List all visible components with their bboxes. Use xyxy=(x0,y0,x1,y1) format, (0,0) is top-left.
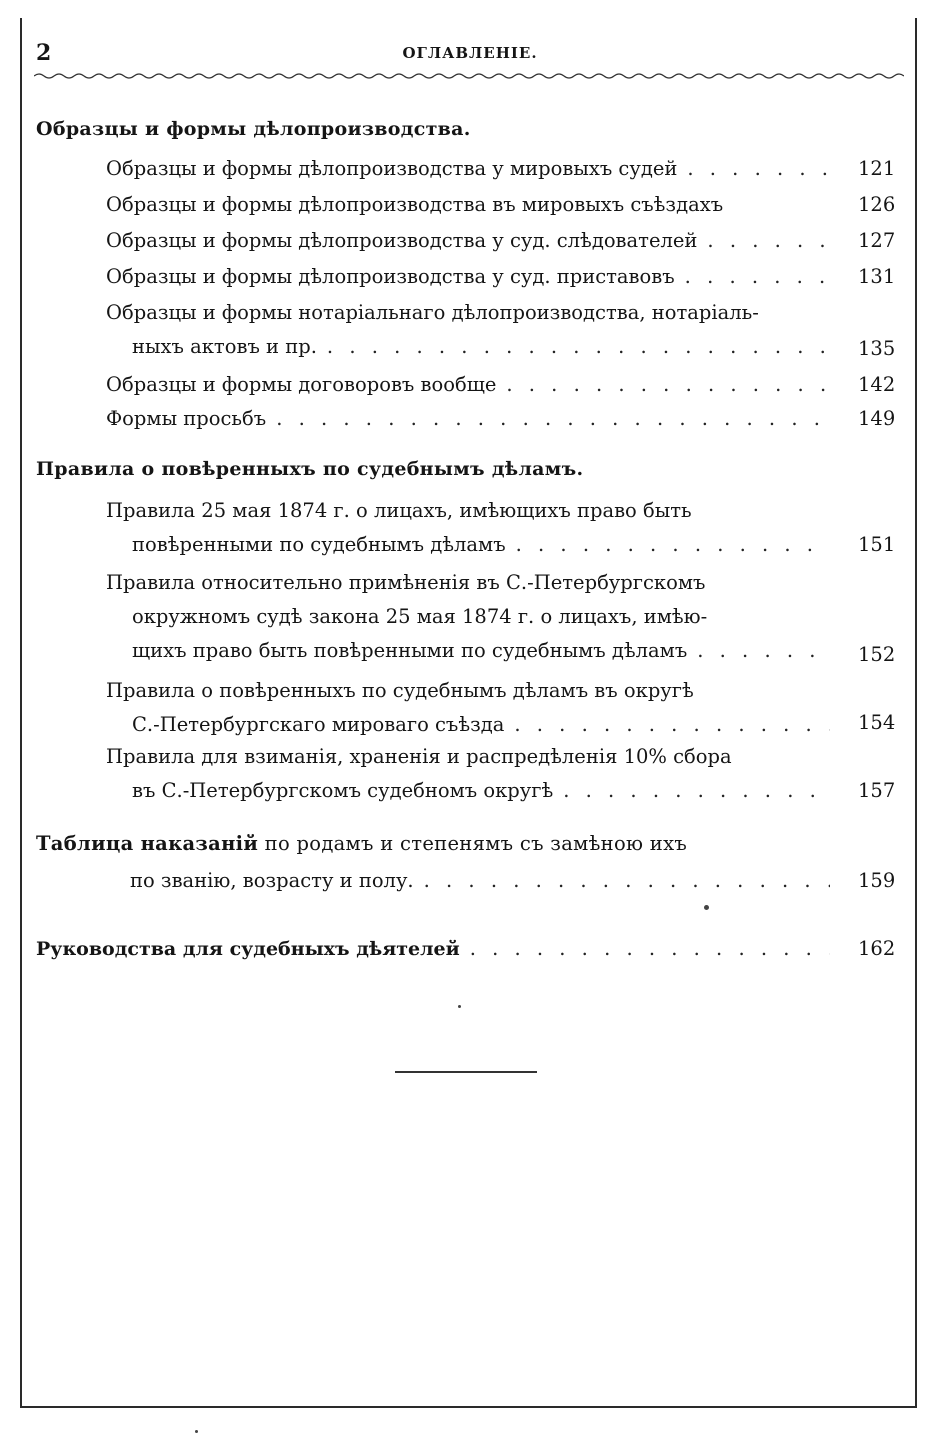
toc-page-number: 142 xyxy=(858,373,896,396)
leader-dots xyxy=(317,330,830,364)
toc-entry-text: по званію, возрасту и полу. xyxy=(130,869,414,892)
toc-entry-punishments[interactable] xyxy=(36,832,830,855)
toc-entry-text: ныхъ актовъ и пр. xyxy=(132,335,317,358)
toc-entry-continuation xyxy=(130,864,830,898)
leader-dots xyxy=(506,528,830,562)
header-ornament-rule xyxy=(34,72,904,80)
toc-entry-text: повѣренными по судебнымъ дѣламъ xyxy=(132,533,506,556)
toc-page-number: 152 xyxy=(858,643,896,666)
toc-entry-text: Правила для взиманія, храненія и распредѣленія 10% сбора xyxy=(106,745,732,768)
print-speck xyxy=(704,905,709,910)
toc-entry[interactable] xyxy=(106,296,830,364)
toc-entry[interactable] xyxy=(106,402,830,436)
toc-entry[interactable] xyxy=(106,494,830,562)
leader-dots xyxy=(504,708,830,742)
entry-bold-title: Таблица наказаній xyxy=(36,832,259,855)
toc-entry-text: Образцы и формы дѣлопроизводства у суд. приставовъ xyxy=(106,265,675,288)
toc-entry-text: Образцы и формы нотаріальнаго дѣлопроизводства, нотаріаль- xyxy=(106,301,759,324)
toc-entry-text: Образцы и формы дѣлопроизводства у мировыхъ судей xyxy=(106,157,678,180)
toc-entry[interactable] xyxy=(106,224,830,258)
leader-dots xyxy=(414,864,830,898)
leader-dots xyxy=(496,368,830,402)
leader-dots xyxy=(460,932,830,966)
section-title-attorneys: Правила о повѣренныхъ по судебнымъ дѣламъ. xyxy=(36,458,584,480)
toc-page-number: 149 xyxy=(858,407,896,430)
toc-page-number: 127 xyxy=(858,229,896,252)
toc-entry-text: Образцы и формы дѣлопроизводства у суд. слѣдователей xyxy=(106,229,698,252)
toc-entry-text: Правила 25 мая 1874 г. о лицахъ, имѣющихъ право быть xyxy=(106,499,692,522)
toc-entry-text: по родамъ и степенямъ съ замѣною ихъ xyxy=(264,832,688,855)
toc-page-number: 162 xyxy=(858,937,896,960)
toc-entry[interactable] xyxy=(106,740,830,808)
toc-page-number: 159 xyxy=(858,869,896,892)
closing-rule xyxy=(395,1071,537,1073)
section-title-forms: Образцы и формы дѣлопроизводства. xyxy=(36,118,471,140)
leader-dots xyxy=(675,260,830,294)
toc-entry[interactable] xyxy=(106,188,830,222)
toc-entry-text: С.-Петербургскаго мироваго съѣзда xyxy=(132,713,505,736)
toc-entry-text: Правила о повѣренныхъ по судебнымъ дѣламъ въ округѣ xyxy=(106,679,694,702)
toc-page-number: 126 xyxy=(858,193,896,216)
toc-entry-text: щихъ право быть повѣренными по судебнымъ дѣламъ xyxy=(132,639,688,662)
toc-entry[interactable] xyxy=(106,260,830,294)
leader-dots xyxy=(266,402,830,436)
toc-entry-text: Образцы и формы договоровъ вообще xyxy=(106,373,497,396)
toc-entry[interactable] xyxy=(106,674,830,742)
toc-entry-text: въ С.-Петербургскомъ судебномъ округѣ xyxy=(132,779,554,802)
leader-dots xyxy=(553,774,830,808)
page-header xyxy=(36,40,904,70)
toc-entry-text: Правила относительно примѣненія въ С.-Петербургскомъ xyxy=(106,571,706,594)
toc-page-number: 151 xyxy=(858,533,896,556)
toc-entry-text: окружномъ судѣ закона 25 мая 1874 г. о лицахъ, имѣю- xyxy=(132,605,708,628)
leader-dots xyxy=(677,152,830,186)
page-number: 2 xyxy=(36,40,52,66)
toc-entry-guides[interactable] xyxy=(36,932,830,966)
toc-entry[interactable] xyxy=(106,368,830,402)
toc-entry-text: Формы просьбъ xyxy=(106,407,267,430)
running-title: ОГЛАВЛЕНІЕ. xyxy=(402,44,538,62)
leader-dots xyxy=(687,634,830,668)
toc-entry[interactable] xyxy=(106,152,830,186)
toc-page-number: 131 xyxy=(858,265,896,288)
toc-page-number: 157 xyxy=(858,779,896,802)
leader-dots xyxy=(697,224,830,258)
print-speck xyxy=(458,1005,461,1008)
toc-entry-text: Образцы и формы дѣлопроизводства въ мировыхъ съѣздахъ xyxy=(106,193,724,216)
toc-entry-text: Руководства для судебныхъ дѣятелей xyxy=(36,938,460,960)
toc-page-number: 121 xyxy=(858,157,896,180)
toc-entry[interactable] xyxy=(106,566,830,668)
print-speck xyxy=(195,1430,198,1433)
toc-page-number: 135 xyxy=(858,337,896,360)
toc-page-number: 154 xyxy=(858,711,896,734)
